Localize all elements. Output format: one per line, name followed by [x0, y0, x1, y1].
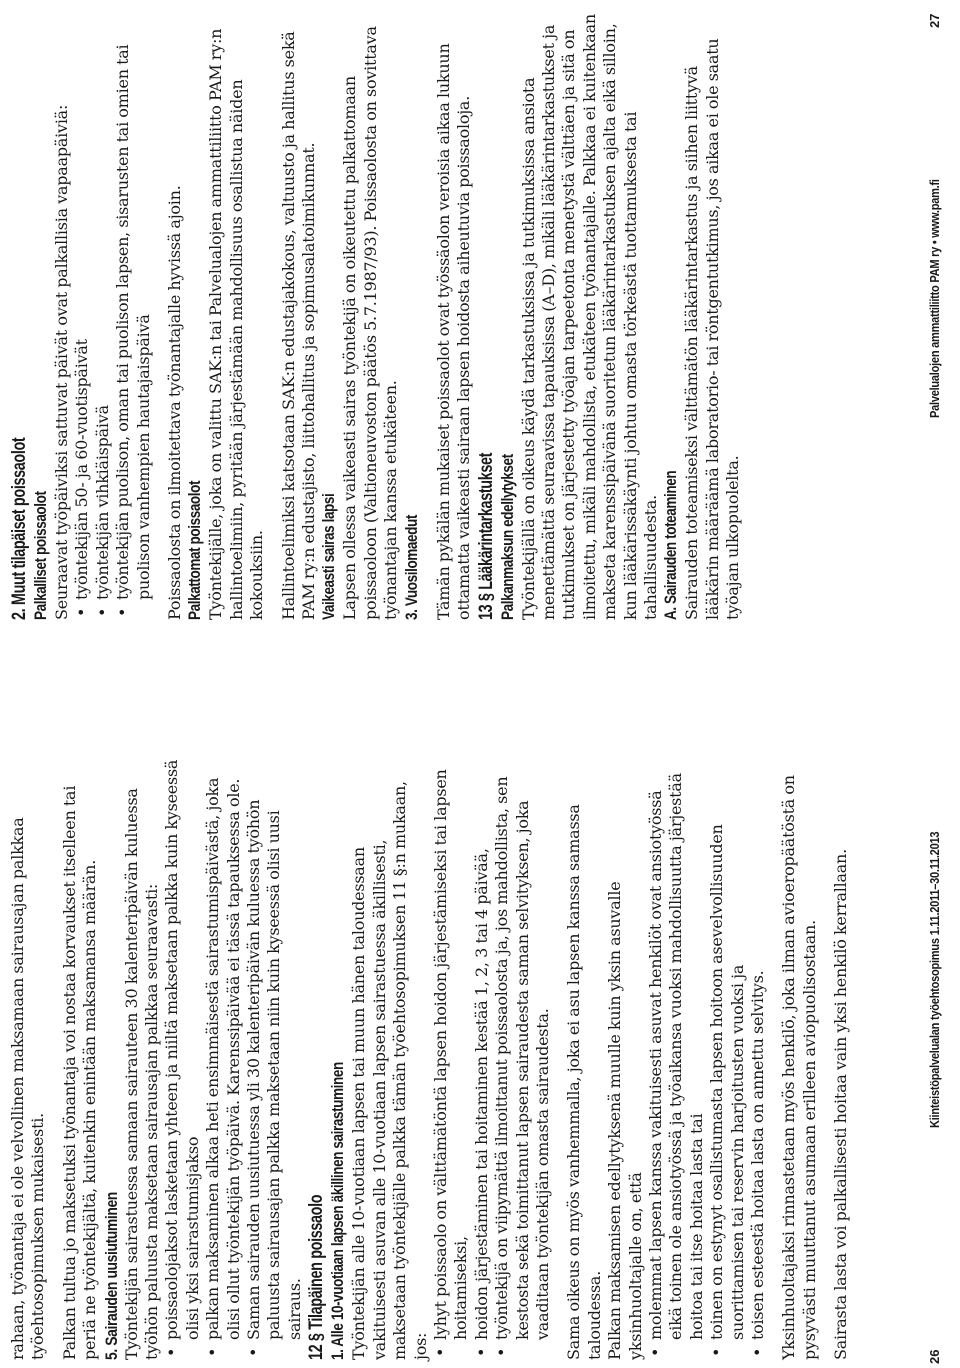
section-5-heading: 5. Sairauden uusiutuminen — [101, 1192, 121, 1360]
list-item: • toinen on estynyt osallistumasta lapsen hoitoon asevelvollisuuden suorittamisen tai reservin harjoitusten vuoksi ja — [707, 754, 748, 1360]
pay-conditions-paragraph: Työntekijällä on oikeus käydä tarkastuksissa ja tutkimuksissa ansiota menettämättä seuraavissa tapauksissa (A–D), mikäli lääkärintarkastukset ja tutkimukset on järjestetty työajan tarpeetonta menetystä välttäen ja sitä on ilmoitettu, mikäli mahdollista, etukäteen työnantajalle. Palkkaa ei kuitenkaan makseta karenssipäivänä suoritetun lääkärintarkastuksen ajalta eikä silloin, kun lääkärissäkäynti johtuu omasta törkeästä tuottamuksesta tai tahallisuudesta. — [518, 14, 660, 620]
parent-bullet-list — [646, 754, 768, 1360]
intro-paragraph-2: Palkan tultua jo maksetuksi työnantaja voi nostaa korvaukset itselleen tai periä ne työntekijältä, kuitenkin enintään maksamansa määrän. — [59, 785, 100, 1360]
section-13-heading: 13 § Lääkärintarkastukset — [475, 452, 497, 620]
intro-paragraph-1: rahaan, työnantaja ei ole velvollinen maksamaan sairausajan palkkaa työehtosopimuksen mukaisesti. — [8, 817, 48, 1360]
illness-diagnosis-heading: A. Sairauden toteaminen — [662, 470, 681, 620]
section-3-heading: 3. Vuosilomaedut — [402, 515, 421, 620]
single-parent-paragraph: Yksinhuoltajaksi rinnastetaan myös henkilö, joka ilman avioeropäätöstä on pysyvästi muuttanut asumaan erilleen aviopuolisostaan. — [779, 775, 819, 1360]
subsection-1-paragraph: Työntekijän alle 10-vuotiaan lapsen tai muun hänen taloudessaan vakituisesti asuvan alle 10-vuotiaan lapsen sairastuessa äkillisesti, maksetaan työntekijälle palkka tämän työehtosopimuksen 11 §:n mukaan, jos: — [349, 781, 430, 1360]
illness-diagnosis-paragraph: Sairauden toteamiseksi välttämätön lääkärintarkastus ja siihen liittyvä lääkärin määräämä laboratorio- tai röntgentutkimus, jos aikaa ei ole saatu työajan ulkopuolelta. — [682, 38, 743, 620]
unpaid-absences-heading: Palkattomat poissaolot — [186, 480, 205, 620]
administrative-bodies-paragraph: Hallintoelimiksi katsotaan SAK:n edustajakokous, valtuusto ja hallitus sekä PAM ry:n edustajisto, liittohallitus ja sopimusalatoimikunnat. — [278, 31, 319, 620]
seriously-ill-child-heading: Vaikeasti sairas lapsi — [320, 493, 339, 620]
list-item: • Saman sairauden uusiutuessa yli 30 kalenteripäivän kuluessa työhön paluusta sairausajan palkka maksetaan niin kuin kyseessä olisi uusi sairaus. — [244, 754, 305, 1360]
section-5-bullet-list — [162, 754, 305, 1360]
section-5-paragraph: Työntekijän sairastuessa samaan sairauteen 30 kalenteripäivän kuluessa työhön paluusta maksetaan sairausajan palkkaa seuraavasti: — [121, 788, 162, 1360]
list-item: • työntekijä on viipymättä ilmoittanut poissaolosta ja, jos mahdollista, sen kestosta sekä toimittanut lapsen sairaudesta saman selvityksen, joka vaaditaan työntekijän omasta sairaudesta. — [492, 754, 553, 1360]
section-12-heading: 12 § Tilapäinen poissaolo — [306, 1194, 328, 1360]
paid-absences-paragraph: Seuraavat työpäiviksi sattuvat päivät ovat palkallisia vapaapäiviä: — [52, 104, 71, 620]
right-page-footer: Palvelualojen ammattiliitto PAM ry • www.pam.fi — [927, 179, 942, 418]
list-item: • palkan maksaminen alkaa heti ensimmäisestä sairastumispäivästä, joka olisi ollut työntekijän työpäivä. Karenssipäivää ei tässä tapauksessa ole. — [203, 754, 244, 1360]
left-page-footer: Kiinteistöpalvelualan työehtosopimus 1.11.2011–30.11.2013 — [927, 831, 942, 1128]
paid-absences-bullet-list — [72, 14, 154, 620]
list-item: • molemmat lapsen kanssa vakituisesti asuvat henkilöt ovat ansiotyössä eikä toinen ole ansiotyössä ja työaikansa vuoksi mahdollisuutta järjestää hoitoa tai itse hoitaa lasta tai — [646, 754, 707, 1360]
subsection-1-bullet-list — [431, 754, 553, 1360]
seriously-ill-child-paragraph: Lapsen ollessa vaikeasti sairas työntekijä on oikeutettu palkattomaan poissaoloon (Valtioneuvoston päätös 5.7.1987/93). Poissaolosta on sovittava työnantajan kanssa etukäteen. — [340, 26, 401, 620]
list-item: • lyhyt poissaolo on välttämätöntä lapsen hoidon järjestämiseksi tai lapsen hoitamiseksi, — [431, 754, 472, 1360]
section-2-heading: 2. Muut tilapäiset poissaolot — [9, 437, 30, 620]
last-paragraph: Sairasta lasta voi palkallisesti hoitaa vain yksi henkilö kerrallaan. — [831, 849, 851, 1360]
list-item: • hoidon järjestäminen tai hoitaminen kestää 1, 2, 3 tai 4 päivää, — [472, 754, 492, 1360]
list-item: • toisen esteestä hoitaa lasta on annettu selvitys. — [748, 754, 768, 1360]
section-3-paragraph: Tämän pykälän mukaiset poissaolot ovat työssäolon veroisia aikaa lukuun ottamatta vaikeasti sairaan lapsen hoidosta aiheutuvia poissaoloja. — [433, 43, 474, 620]
right-page — [8, 14, 744, 620]
pay-conditions-heading: Palkanmaksun edellytykset — [498, 454, 517, 620]
right-page-number: 27 — [927, 13, 942, 28]
parent-paragraph-2: Palkan maksamisen edellytyksenä muulle kuin yksin asuvalle yksinhuoltajalle on, että — [605, 881, 645, 1360]
list-item: • työntekijän vihkiäispäivä — [93, 14, 113, 620]
unpaid-absences-paragraph: Työntekijälle, joka on valittu SAK:n tai Palvelualojen ammattiliitto PAM ry:n hallintoelimiin, pyritään järjestämään mahdollisuus osallistua näiden kokouksiin. — [206, 28, 267, 620]
notice-paragraph: Poissaolosta on ilmoitettava työnantajalle hyvissä ajoin. — [165, 185, 185, 620]
subsection-1-heading: 1. Alle 10-vuotiaan lapsen äkillinen sairastuminen — [329, 1062, 348, 1360]
parent-paragraph-1: Sama oikeus on myös vanhemmalla, joka ei asu lapsen kanssa samassa taloudessa. — [564, 804, 604, 1360]
list-item: • työntekijän puolison, oman tai puolison lapsen, sisarusten tai omien tai puolison vanhempien hautajaispäivä — [113, 14, 154, 620]
left-page — [8, 754, 852, 1360]
left-page-number: 26 — [927, 1349, 942, 1364]
list-item: • työntekijän 50- ja 60-vuotispäivät — [72, 14, 92, 620]
list-item: • poissaolojaksot lasketaan yhteen ja niiltä maksetaan palkka kuin kyseessä olisi yksi sairastumisjakso — [162, 754, 203, 1360]
paid-absences-heading: Palkalliset poissaolot — [32, 491, 50, 620]
